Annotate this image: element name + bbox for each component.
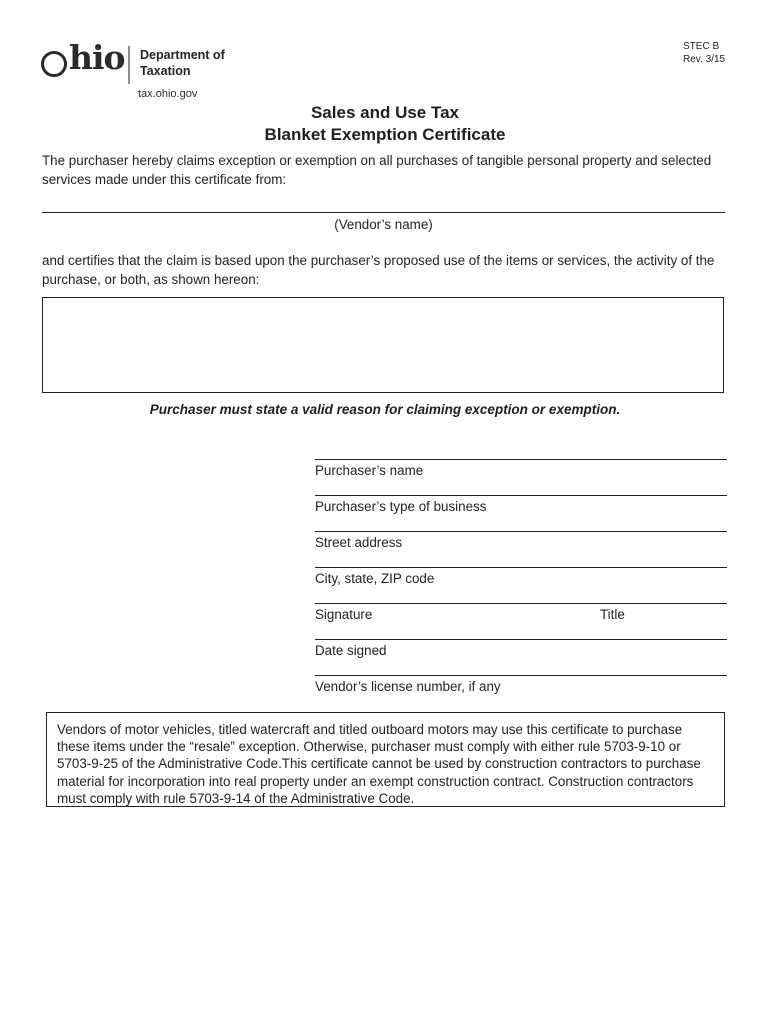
department-name-line1: Department of (140, 48, 225, 62)
city-state-zip-label: City, state, ZIP code (315, 571, 435, 586)
intro-paragraph-1: The purchaser hereby claims exception or exemption on all purchases of tangible personal property and selected services made under this certificate from: (42, 153, 712, 187)
purchaser-business-type-label: Purchaser’s type of business (315, 499, 487, 514)
fill-in-fields (315, 459, 727, 711)
website-text: tax.ohio.gov (138, 88, 198, 100)
department-name-line2: Taxation (140, 63, 191, 78)
city-state-zip-field[interactable] (315, 567, 727, 603)
ohio-logo-o-circle-icon (41, 51, 67, 77)
street-address-field[interactable] (315, 531, 727, 567)
document-title-line1: Sales and Use Tax (310, 103, 460, 122)
date-signed-field[interactable] (315, 639, 727, 675)
reason-entry-box[interactable] (42, 297, 724, 393)
vendor-license-number-label: Vendor’s license number, if any (315, 679, 501, 694)
title-label: Title (600, 607, 625, 622)
ohio-logo-wordmark: hio (69, 38, 125, 77)
form-revision: Rev. 3/15 (683, 53, 726, 65)
department-name (140, 48, 225, 79)
purchaser-name-label: Purchaser’s name (315, 463, 424, 478)
purchaser-business-type-field[interactable] (315, 495, 727, 531)
date-signed-label: Date signed (315, 643, 387, 658)
vendor-name-caption: (Vendor’s name) (334, 217, 433, 232)
signature-field[interactable] (315, 603, 727, 639)
signature-label: Signature (315, 607, 373, 622)
footer-note-text: Vendors of motor vehicles, titled watercraft and titled outboard motors may use this certificate to purchase these items under the “resale” exception. Otherwise, purchaser must comply with either rule 5703-9-10 or 5703-9-25 of the Administrative Code.This certificate cannot be used by construction contractors to purchase material for incorporation into real property under an exempt construction contract. Construction contractors must comply with rule 5703-9-14 of the Administrative Code. (57, 722, 701, 806)
form-code: STEC B (683, 41, 720, 52)
footer-note-box (46, 712, 725, 807)
street-address-label: Street address (315, 535, 403, 550)
document-title (42, 102, 728, 145)
document-title-line2: Blanket Exemption Certificate (264, 124, 506, 144)
form-code-block (683, 41, 725, 66)
purchaser-name-field[interactable] (315, 459, 727, 495)
vendor-license-number-field[interactable] (315, 675, 727, 711)
intro-paragraph-2: and certifies that the claim is based upon the purchaser’s proposed use of the items or services, the activity of the purchase, or both, as shown hereon: (42, 253, 715, 287)
reason-instruction: Purchaser must state a valid reason for claiming exception or exemption. (149, 402, 621, 417)
logo-divider (128, 46, 130, 84)
